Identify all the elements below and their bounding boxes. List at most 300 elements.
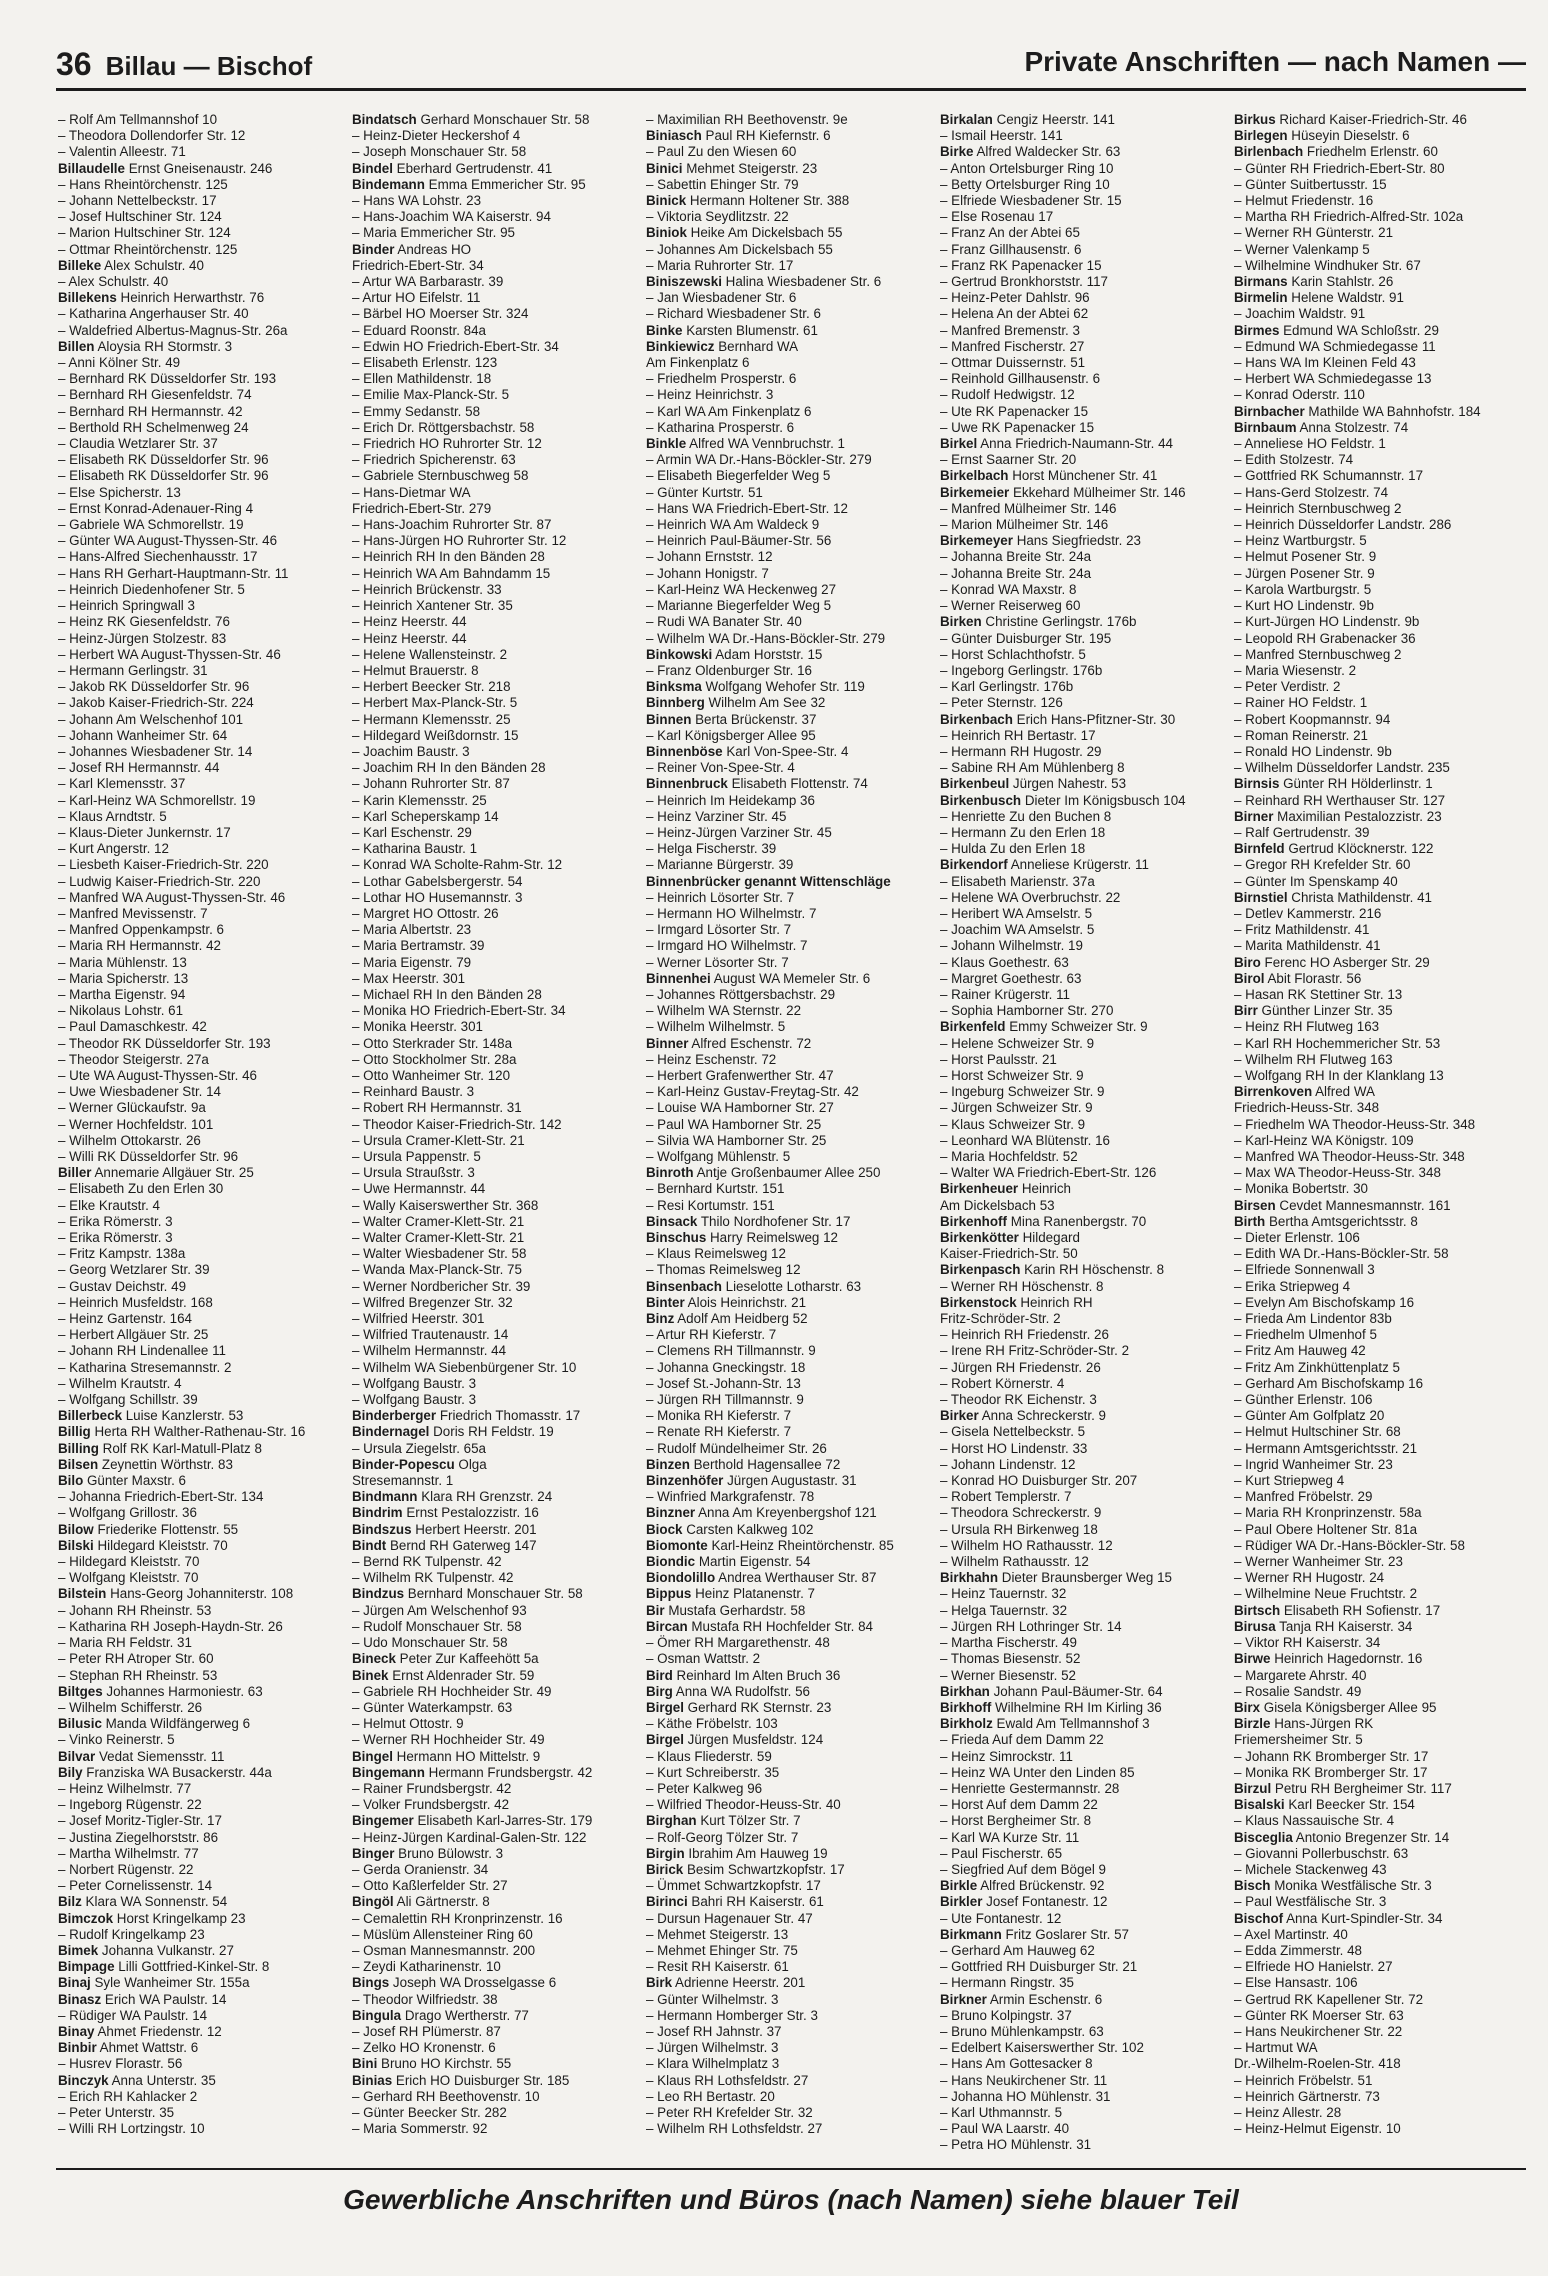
entry-text: Antonio Bregenzer Str. 14 [1292, 1829, 1450, 1845]
directory-entry [58, 744, 344, 760]
entry-text: Gerhard Monschauer Str. 58 [416, 112, 590, 127]
entry-text: – Uwe Hermannstr. 44 [352, 1181, 486, 1197]
entry-text: Friedrich-Ebert-Str. 279 [352, 500, 492, 516]
surname: Binaj [58, 1975, 91, 1991]
directory-entry [352, 1619, 638, 1635]
entry-text: Jürgen Augustastr. 31 [723, 1473, 857, 1489]
entry-text: Adrienne Heerstr. 201 [672, 1975, 806, 1991]
directory-entry [1234, 695, 1520, 711]
entry-text: Alois Heinrichstr. 21 [684, 1294, 807, 1310]
entry-text: – Günter Im Spenskamp 40 [1234, 873, 1398, 889]
directory-entry-surname [940, 1214, 1226, 1230]
entry-text: – Werner Wanheimer Str. 23 [1234, 1554, 1403, 1570]
directory-entry [1234, 1975, 1520, 1991]
entry-text: – Hans-Joachim WA Kaiserstr. 94 [352, 209, 551, 225]
directory-entry [1234, 760, 1520, 776]
entry-text: – Hermann Gerlingstr. 31 [58, 662, 208, 678]
entry-text: Hans-Jürgen RK [1270, 1716, 1374, 1732]
directory-entry-surname [352, 2073, 638, 2089]
entry-text: – Kurt Schreiberstr. 35 [646, 1764, 780, 1780]
directory-entry-surname [646, 323, 932, 339]
directory-entry [352, 1311, 638, 1327]
directory-entry [352, 355, 638, 371]
entry-text: – Ursula RH Birkenweg 18 [940, 1521, 1098, 1537]
surname: Birkelbach [940, 468, 1009, 484]
directory-entry [352, 1554, 638, 1570]
entry-text: – Günter RK Moerser Str. 63 [1234, 2007, 1404, 2023]
directory-entry [646, 728, 932, 744]
directory-entry [940, 1327, 1226, 1343]
entry-text: Heinrich Hagedornstr. 16 [1270, 1651, 1423, 1667]
entry-text: Doris RH Feldstr. 19 [429, 1424, 554, 1440]
entry-text: – Fritz Am Hauweg 42 [1234, 1343, 1366, 1359]
directory-entry [646, 452, 932, 468]
entry-text: – Uwe RK Papenacker 15 [940, 419, 1095, 435]
entry-text: – Klaus Nassauische Str. 4 [1234, 1813, 1395, 1829]
directory-entry [58, 485, 344, 501]
entry-text: – Heinrich Xantener Str. 35 [352, 598, 513, 614]
directory-entry [352, 1911, 638, 1927]
entry-text: Dieter Braunsberger Weg 15 [998, 1570, 1172, 1586]
directory-entry-surname [940, 1878, 1226, 1894]
directory-entry [940, 2040, 1226, 2056]
directory-entry [646, 1376, 932, 1392]
entry-text: – Herbert Allgäuer Str. 25 [58, 1327, 209, 1343]
directory-entry [58, 1489, 344, 1505]
entry-text: Bruno Bülowstr. 3 [394, 1845, 504, 1861]
entry-text: – Elisabeth Zu den Erlen 30 [58, 1181, 224, 1197]
entry-text: Karin Stahlstr. 26 [1287, 274, 1394, 290]
entry-text: – Nikolaus Lohstr. 61 [58, 1003, 184, 1019]
entry-text: – Heinrich Musfeldstr. 168 [58, 1294, 213, 1310]
directory-entry [58, 549, 344, 565]
entry-text: – Müslüm Allensteiner Ring 60 [352, 1926, 533, 1942]
entry-text: – Johanna HO Mühlenstr. 31 [940, 2088, 1111, 2104]
surname: Bindel [352, 160, 393, 176]
directory-entry-surname [352, 1408, 638, 1424]
directory-entry [352, 258, 638, 274]
entry-text: – Robert Templerstr. 7 [940, 1489, 1072, 1505]
entry-text: Berthold Hagensallee 72 [689, 1456, 841, 1472]
entry-text: – Manfred WA Theodor-Heuss-Str. 348 [1234, 1149, 1465, 1164]
entry-text: – Helene Wallensteinstr. 2 [352, 646, 508, 662]
directory-entry [352, 306, 638, 322]
directory-entry-surname [646, 1230, 932, 1246]
entry-text: – Mehmet Ehinger Str. 75 [646, 1942, 798, 1958]
directory-entry [940, 1473, 1226, 1489]
entry-text: – Paul Zu den Wiesen 60 [646, 144, 797, 160]
entry-text: – Ellen Mathildenstr. 18 [352, 371, 492, 387]
directory-entry [58, 1570, 344, 1586]
directory-entry [352, 517, 638, 533]
entry-text: – Johann RH Lindenallee 11 [58, 1343, 227, 1359]
directory-entry [1234, 225, 1520, 241]
entry-text: – Bernhard RH Giesenfeldstr. 74 [58, 387, 252, 403]
directory-entry-surname [940, 1700, 1226, 1716]
entry-text: – Viktor RH Kaiserstr. 34 [1234, 1635, 1381, 1651]
entry-text: Helene Waldstr. 91 [1287, 290, 1404, 306]
entry-text: – Günter Duisburger Str. 195 [940, 630, 1112, 646]
directory-entry-surname [646, 647, 932, 663]
entry-text: – Ernst Saarner Str. 20 [940, 452, 1077, 468]
entry-text: – Marita Mathildenstr. 41 [1234, 938, 1381, 954]
directory-entry [646, 955, 932, 971]
surname: Bindmann [352, 1489, 418, 1505]
directory-entry [1234, 744, 1520, 760]
entry-text: Fritz Goslarer Str. 57 [1001, 1926, 1130, 1942]
entry-text: – Artur RH Kieferstr. 7 [646, 1327, 777, 1343]
directory-entry [352, 420, 638, 436]
directory-entry-surname [646, 193, 932, 209]
entry-text: Erich Hans-Pfitzner-Str. 30 [1012, 711, 1176, 727]
surname: Bimpage [58, 1959, 115, 1975]
directory-entry [1234, 1927, 1520, 1943]
entry-text: – Otto Sterkrader Str. 148a [352, 1035, 513, 1051]
directory-entry [1234, 1262, 1520, 1278]
directory-entry-surname [646, 1684, 932, 1700]
entry-text: – Rainer Krügerstr. 11 [940, 986, 1071, 1002]
surname: Bisceglia [1234, 1829, 1293, 1845]
entry-text: Günter RH Hölderlinstr. 1 [1279, 776, 1433, 792]
entry-text: – Wolfgang Mühlenstr. 5 [646, 1149, 791, 1164]
directory-entry [940, 1862, 1226, 1878]
directory-entry [940, 225, 1226, 241]
surname: Bindernagel [352, 1424, 430, 1440]
surname: Biltges [58, 1683, 103, 1699]
entry-text: – Jan Wiesbadener Str. 6 [646, 290, 797, 306]
directory-entry [352, 1878, 638, 1894]
directory-entry [58, 1279, 344, 1295]
directory-entry-surname [940, 614, 1226, 630]
directory-entry-surname [646, 1975, 932, 1991]
directory-entry [1234, 517, 1520, 533]
directory-entry [352, 1570, 638, 1586]
entry-text: – Willi RH Lortzingstr. 10 [58, 2121, 205, 2137]
entry-text: Rolf RK Karl-Matull-Platz 8 [98, 1440, 262, 1456]
entry-text: – Hermann Amtsgerichtsstr. 21 [1234, 1440, 1418, 1456]
entry-text: Hans-Georg Johanniterstr. 108 [106, 1586, 294, 1602]
directory-entry-surname [646, 712, 932, 728]
directory-entry [940, 1586, 1226, 1602]
directory-entry [58, 2008, 344, 2024]
entry-text: – Theodor Kaiser-Friedrich-Str. 142 [352, 1116, 562, 1132]
entry-text: – Norbert Rügenstr. 22 [58, 1861, 194, 1877]
directory-entry [940, 501, 1226, 517]
entry-text: – Rosalie Sandstr. 49 [1234, 1683, 1362, 1699]
entry-text: Alfred Waldecker Str. 63 [973, 144, 1121, 160]
directory-entry [940, 177, 1226, 193]
surname: Birner [1234, 808, 1274, 824]
directory-entry [646, 1262, 932, 1278]
directory-entry [940, 1765, 1226, 1781]
surname: Bindemann [352, 176, 425, 192]
entry-text: – Wolfgang RH In der Klanklang 13 [1234, 1067, 1444, 1083]
directory-entry [940, 1554, 1226, 1570]
directory-entry [1234, 485, 1520, 501]
entry-text: – Heinrich RH Bertastr. 17 [940, 727, 1096, 743]
entry-text: Bahri RH Kaiserstr. 61 [687, 1894, 824, 1910]
directory-entry [1234, 242, 1520, 258]
directory-entry [940, 549, 1226, 565]
entry-text: – Joachim Waldstr. 91 [1234, 306, 1366, 322]
entry-text: Ibrahim Am Hauweg 19 [684, 1845, 828, 1861]
directory-entry [1234, 501, 1520, 517]
entry-text: Johanna Vulkanstr. 27 [98, 1942, 234, 1958]
directory-entry [940, 371, 1226, 387]
entry-text: – Heinz WA Unter den Linden 85 [940, 1764, 1135, 1780]
directory-entry-surname [646, 1279, 932, 1295]
entry-text: – Elisabeth Marienstr. 37a [940, 873, 1095, 889]
directory-entry [352, 1862, 638, 1878]
entry-text: – Resit RH Kaiserstr. 61 [646, 1959, 789, 1975]
entry-text: – Thomas Reimelsweg 12 [646, 1262, 801, 1278]
entry-text: – Gerhard Am Bischofskamp 16 [1234, 1375, 1424, 1391]
directory-entry-surname [940, 1408, 1226, 1424]
entry-text: Günther Linzer Str. 35 [1257, 1003, 1393, 1019]
directory-entry-surname [58, 1165, 344, 1181]
directory-entry [1234, 1813, 1520, 1829]
entry-text: Armin Eschenstr. 6 [986, 1991, 1103, 2007]
directory-entry [58, 1100, 344, 1116]
directory-entry [352, 760, 638, 776]
directory-entry [940, 1068, 1226, 1084]
surname: Birlenbach [1234, 144, 1304, 160]
entry-text: Peter Zur Kaffeehött 5a [395, 1651, 539, 1667]
surname: Binter [646, 1294, 685, 1310]
directory-entry-surname [58, 1992, 344, 2008]
entry-text: Alex Schulstr. 40 [101, 257, 204, 273]
directory-entry-surname [58, 1894, 344, 1910]
directory-entry [646, 582, 932, 598]
directory-entry [940, 1424, 1226, 1440]
surname: Birkalan [940, 112, 993, 127]
directory-entry [352, 679, 638, 695]
surname: Birken [940, 614, 982, 630]
directory-entry-surname [352, 1522, 638, 1538]
entry-text: – Helmut Friedenstr. 16 [1234, 193, 1374, 209]
surname: Birkenheuer [940, 1181, 1019, 1197]
entry-text: – Marion Mülheimer Str. 146 [940, 517, 1109, 533]
entry-text: – Heinz Heerstr. 44 [352, 614, 467, 630]
directory-entry [940, 1538, 1226, 1554]
directory-entry [352, 728, 638, 744]
surname: Biock [646, 1521, 683, 1537]
entry-text: – Ömer RH Margarethenstr. 48 [646, 1635, 830, 1651]
surname: Birmes [1234, 322, 1280, 338]
directory-entry [646, 1992, 932, 2008]
directory-entry [352, 2121, 638, 2137]
directory-entry-surname [58, 1408, 344, 1424]
entry-text: – Sabine RH Am Mühlenberg 8 [940, 760, 1125, 776]
directory-entry [58, 1635, 344, 1651]
entry-text: – Rudolf Monschauer Str. 58 [352, 1618, 522, 1634]
entry-text: – Gabriele Sternbuschweg 58 [352, 468, 529, 484]
directory-entry [352, 955, 638, 971]
surname: Bindt [352, 1537, 387, 1553]
directory-entry [58, 1732, 344, 1748]
directory-entry-surname [352, 1846, 638, 1862]
entry-text: – Heinz Heinrichstr. 3 [646, 387, 774, 403]
entry-text: – Werner RH Hugostr. 24 [1234, 1570, 1385, 1586]
directory-entry [352, 598, 638, 614]
directory-entry [58, 1878, 344, 1894]
surname: Binias [352, 2072, 393, 2088]
directory-entry [646, 1749, 932, 1765]
directory-entry-surname [58, 1975, 344, 1991]
directory-entry [58, 1343, 344, 1359]
entry-text: – Heinrich Springwall 3 [58, 598, 195, 614]
directory-entry-surname [646, 744, 932, 760]
entry-text: – Bernhard RK Düsseldorfer Str. 193 [58, 371, 277, 387]
entry-text: – Otto Wanheimer Str. 120 [352, 1067, 511, 1083]
directory-entry [352, 144, 638, 160]
entry-text: – Johannes Am Dickelsbach 55 [646, 241, 833, 257]
entry-text: – Gerda Oranienstr. 34 [352, 1861, 489, 1877]
directory-entry [940, 1489, 1226, 1505]
directory-entry [352, 1441, 638, 1457]
entry-text: Am Finkenplatz 6 [646, 355, 750, 371]
directory-entry [352, 1716, 638, 1732]
surname: Billeke [58, 257, 102, 273]
directory-entry [940, 404, 1226, 420]
directory-entry [940, 1522, 1226, 1538]
entry-text: – Karl Uthmannstr. 5 [940, 2104, 1063, 2120]
directory-entry [1234, 1473, 1520, 1489]
directory-entry [352, 274, 638, 290]
directory-entry [58, 1603, 344, 1619]
entry-text: – Karl Klemensstr. 37 [58, 776, 186, 792]
directory-entry [940, 647, 1226, 663]
directory-entry [58, 371, 344, 387]
entry-text: – Manfred Fischerstr. 27 [940, 338, 1085, 354]
name-range: Billau — Bischof [105, 51, 313, 81]
entry-text: – Günter Wilhelmstr. 3 [646, 1991, 779, 2007]
directory-entry-surname [352, 1894, 638, 1910]
entry-text: Friedrich Thomasstr. 17 [436, 1408, 581, 1424]
entry-text: – Walter Cramer-Klett-Str. 21 [352, 1213, 525, 1229]
directory-entry [940, 987, 1226, 1003]
entry-text: – Maria Spicherstr. 13 [58, 970, 189, 986]
directory-entry [646, 1927, 932, 1943]
directory-entry-surname [352, 1813, 638, 1829]
entry-text: Luise Kanzlerstr. 53 [122, 1408, 244, 1424]
surname: Billaudelle [58, 160, 125, 176]
entry-text: – Fritz Kampstr. 138a [58, 1246, 186, 1262]
entry-text: – Theodor Steigerstr. 27a [58, 1051, 209, 1067]
entry-text: – Cemalettin RH Kronprinzenstr. 16 [352, 1910, 563, 1926]
entry-text: – Josef RH Jahnstr. 37 [646, 2023, 782, 2039]
entry-text: – Wilhelm Rathausstr. 12 [940, 1554, 1089, 1570]
entry-text: – Friedhelm WA Theodor-Heuss-Str. 348 [1234, 1116, 1476, 1132]
entry-text: – Peter Unterstr. 35 [58, 2104, 175, 2120]
entry-text: Syle Wanheimer Str. 155a [90, 1975, 250, 1991]
entry-text: – Jürgen Schweizer Str. 9 [940, 1100, 1093, 1116]
entry-text: – Dieter Erlenstr. 106 [1234, 1230, 1360, 1246]
directory-entry-surname [940, 857, 1226, 873]
directory-entry-surname [58, 2024, 344, 2040]
directory-entry [58, 306, 344, 322]
surname: Birnstiel [1234, 889, 1288, 905]
directory-entry-surname [352, 112, 638, 128]
entry-text: – Theodor RK Eichenstr. 3 [940, 1392, 1097, 1408]
directory-entry [646, 1360, 932, 1376]
directory-entry-surname [58, 1473, 344, 1489]
entry-text: – Ursula Straußstr. 3 [352, 1165, 475, 1181]
directory-entry [940, 938, 1226, 954]
directory-entry [1234, 1360, 1520, 1376]
entry-text: – Heinz Tauernstr. 32 [940, 1586, 1067, 1602]
directory-entry-surname [58, 2040, 344, 2056]
entry-text: – Peter Cornelissenstr. 14 [58, 1878, 213, 1894]
entry-text: – Heinrich Lösorter Str. 7 [646, 889, 795, 905]
entry-text: – Peter Verdistr. 2 [1234, 679, 1341, 695]
surname: Binnenbrücker genannt Wittenschläge [646, 873, 891, 889]
footer-note: Gewerbliche Anschriften und Büros (nach Namen) siehe blauer Teil [56, 2168, 1526, 2232]
entry-text: – Hans-Jürgen HO Ruhrorter Str. 12 [352, 533, 567, 549]
directory-entry-surname [352, 1668, 638, 1684]
surname: Birlegen [1234, 128, 1288, 144]
directory-entry [58, 922, 344, 938]
entry-text: – Günter Beecker Str. 282 [352, 2104, 507, 2120]
entry-text: – Jürgen RH Tillmannstr. 9 [646, 1392, 804, 1408]
directory-entry [58, 955, 344, 971]
entry-text: – Walter Wiesbadener Str. 58 [352, 1246, 527, 1262]
directory-entry-surname [58, 2073, 344, 2089]
directory-entry [1234, 306, 1520, 322]
directory-entry [1234, 1327, 1520, 1343]
entry-text: – Reiner Von-Spee-Str. 4 [646, 760, 795, 776]
surname: Birinci [646, 1894, 688, 1910]
surname: Birol [1234, 970, 1265, 986]
entry-text: – Volker Frundsbergstr. 42 [352, 1797, 510, 1813]
entry-text: – Martha Eigenstr. 94 [58, 986, 186, 1002]
entry-text: – Maria Bertramstr. 39 [352, 938, 485, 954]
entry-text: – Hulda Zu den Erlen 18 [940, 841, 1086, 857]
directory-entry [58, 1084, 344, 1100]
directory-entry-surname [58, 1959, 344, 1975]
directory-entry [1234, 1036, 1520, 1052]
directory-entry [352, 1360, 638, 1376]
directory-entry [352, 1003, 638, 1019]
surname: Birsen [1234, 1197, 1276, 1213]
directory-entry [352, 1635, 638, 1651]
entry-text: Friederike Flottenstr. 55 [93, 1521, 239, 1537]
directory-entry [58, 1117, 344, 1133]
entry-text: – Manfred Bremenstr. 3 [940, 322, 1080, 338]
entry-text: – Karl Eschenstr. 29 [352, 824, 472, 840]
surname: Bineck [352, 1651, 396, 1667]
directory-entry [646, 1068, 932, 1084]
directory-entry-surname [352, 242, 638, 258]
entry-text: – Hildegard Kleiststr. 70 [58, 1554, 200, 1570]
directory-entry [58, 225, 344, 241]
surname: Birnbaum [1234, 419, 1297, 435]
entry-text: – Erika Striepweg 4 [1234, 1278, 1351, 1294]
directory-entry [646, 1052, 932, 1068]
directory-entry [352, 1927, 638, 1943]
directory-entry [1234, 1943, 1520, 1959]
entry-text: – Hermann Klemensstr. 25 [352, 711, 511, 727]
entry-text: – Helmut Ottostr. 9 [352, 1716, 464, 1732]
entry-text: – Karl WA Kurze Str. 11 [940, 1829, 1080, 1845]
entry-text: – Vinko Reinerstr. 5 [58, 1732, 175, 1748]
entry-text: – Manfred Mevissenstr. 7 [58, 905, 208, 921]
surname: Binek [352, 1667, 389, 1683]
surname: Binke [646, 322, 683, 338]
directory-entry [646, 760, 932, 776]
entry-text: Olga [454, 1456, 487, 1472]
surname: Birgel [646, 1699, 684, 1715]
